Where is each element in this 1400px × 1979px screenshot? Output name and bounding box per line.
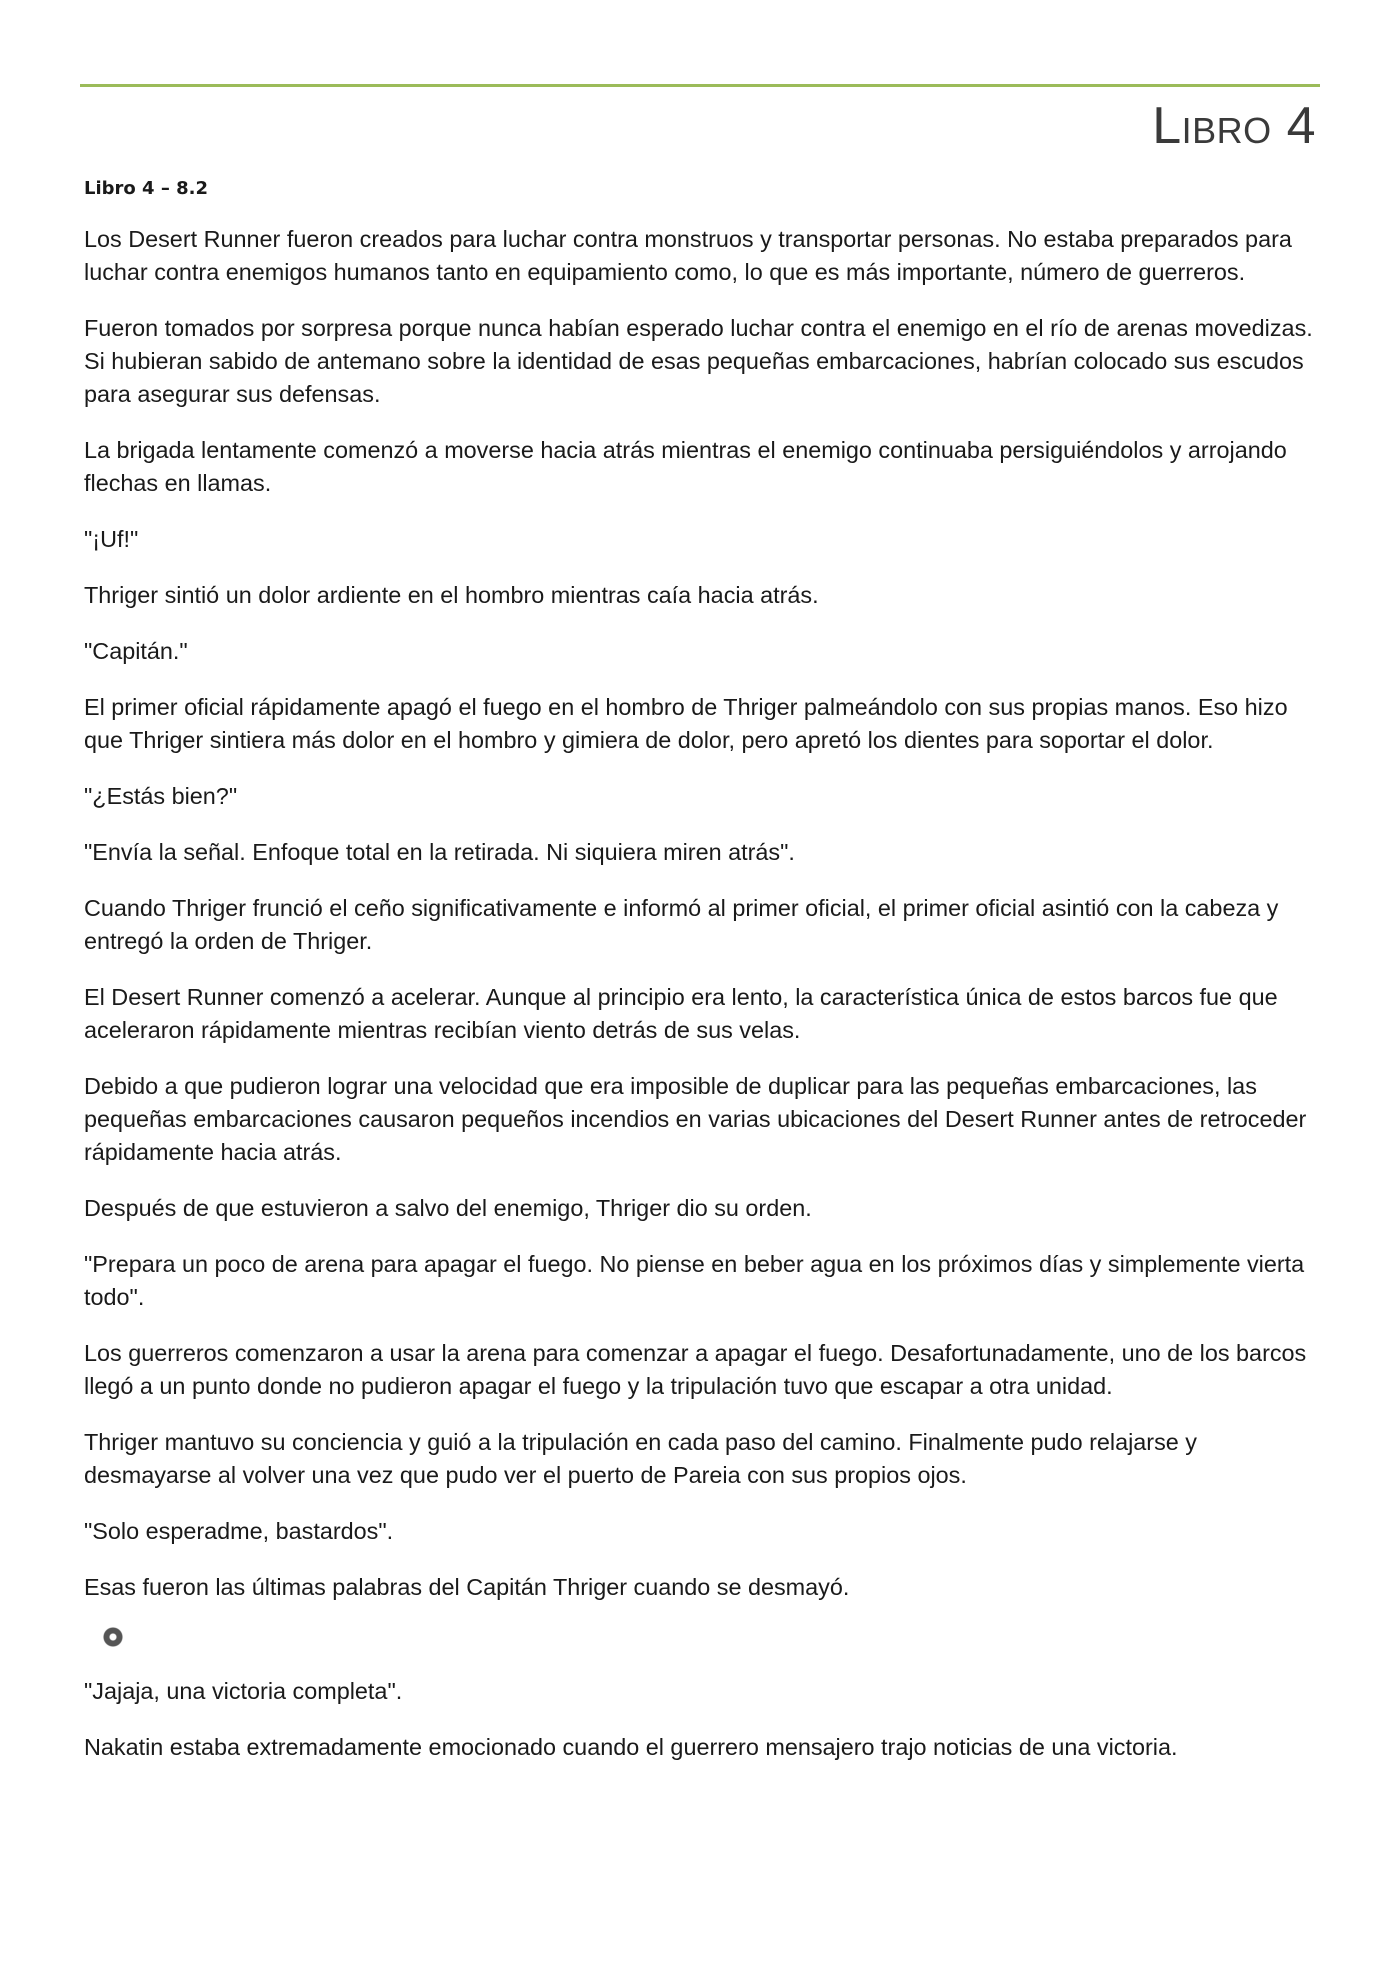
paragraph: Thriger mantuvo su conciencia y guió a la tripulación en cada paso del camino. Finalmente pudo relajarse y desmayarse al volver una vez que pudo ver el puerto de Pareia con sus propios ojos. (84, 1429, 1197, 1488)
paragraph: Después de que estuvieron a salvo del enemigo, Thriger dio su orden. (84, 1195, 812, 1221)
paragraph: Thriger sintió un dolor ardiente en el hombro mientras caía hacia atrás. (84, 582, 819, 608)
paragraph: Esas fueron las últimas palabras del Capitán Thriger cuando se desmayó. (84, 1574, 850, 1600)
paragraph: "Capitán." (84, 638, 188, 664)
paragraph: El primer oficial rápidamente apagó el fuego en el hombro de Thriger palmeándolo con sus propias manos. Eso hizo que Thriger sintiera más dolor en el hombro y gimiera de dolor, pero apretó los dientes para soportar el dolor. (84, 694, 1288, 753)
paragraph: "Prepara un poco de arena para apagar el fuego. No piense en beber agua en los próximos días y simplemente vierta todo". (84, 1251, 1305, 1310)
header-rule (80, 84, 1320, 87)
paragraph: Fueron tomados por sorpresa porque nunca habían esperado luchar contra el enemigo en el río de arenas movedizas. Si hubieran sabido de antemano sobre la identidad de esas pequeñas embarcaciones, habrían colocado sus escudos para asegurar sus defensas. (84, 315, 1313, 407)
scene-break-icon (102, 1627, 124, 1647)
paragraph: "Envía la señal. Enfoque total en la retirada. Ni siquiera miren atrás". (84, 839, 795, 865)
paragraph: "Jajaja, una victoria completa". (84, 1678, 403, 1704)
paragraphs-before-break (84, 223, 1320, 1604)
paragraph: Nakatin estaba extremadamente emocionado cuando el guerrero mensajero trajo noticias de una victoria. (84, 1734, 1178, 1760)
chapter-label: Libro 4 – 8.2 (84, 178, 208, 199)
paragraph: Cuando Thriger frunció el ceño significativamente e informó al primer oficial, el primer oficial asintió con la cabeza y entregó la orden de Thriger. (84, 895, 1279, 954)
document-body (84, 178, 1320, 1787)
paragraph: Los guerreros comenzaron a usar la arena para comenzar a apagar el fuego. Desafortunadamente, uno de los barcos llegó a un punto donde no pudieron apagar el fuego y la tripulación tuvo que escapar a otra unidad. (84, 1340, 1307, 1399)
paragraph: "¡Uf!" (84, 526, 139, 552)
paragraphs-after-break (84, 1675, 1320, 1764)
paragraph: El Desert Runner comenzó a acelerar. Aunque al principio era lento, la característica única de estos barcos fue que aceleraron rápidamente mientras recibían viento detrás de sus velas. (84, 984, 1278, 1043)
page-header-title: Libro 4 (1152, 97, 1316, 155)
paragraph: Los Desert Runner fueron creados para luchar contra monstruos y transportar personas. No estaba preparados para luchar contra enemigos humanos tanto en equipamiento como, lo que es más importante, número de guerreros. (84, 226, 1292, 285)
paragraph: "¿Estás bien?" (84, 783, 238, 809)
paragraph: "Solo esperadme, bastardos". (84, 1518, 394, 1544)
paragraph: Debido a que pudieron lograr una velocidad que era imposible de duplicar para las pequeñas embarcaciones, las pequeñas embarcaciones causaron pequeños incendios en varias ubicaciones del Desert Runner antes de retroceder rápidamente hacia atrás. (84, 1073, 1307, 1165)
paragraph: La brigada lentamente comenzó a moverse hacia atrás mientras el enemigo continuaba persiguiéndolos y arrojando flechas en llamas. (84, 437, 1287, 496)
